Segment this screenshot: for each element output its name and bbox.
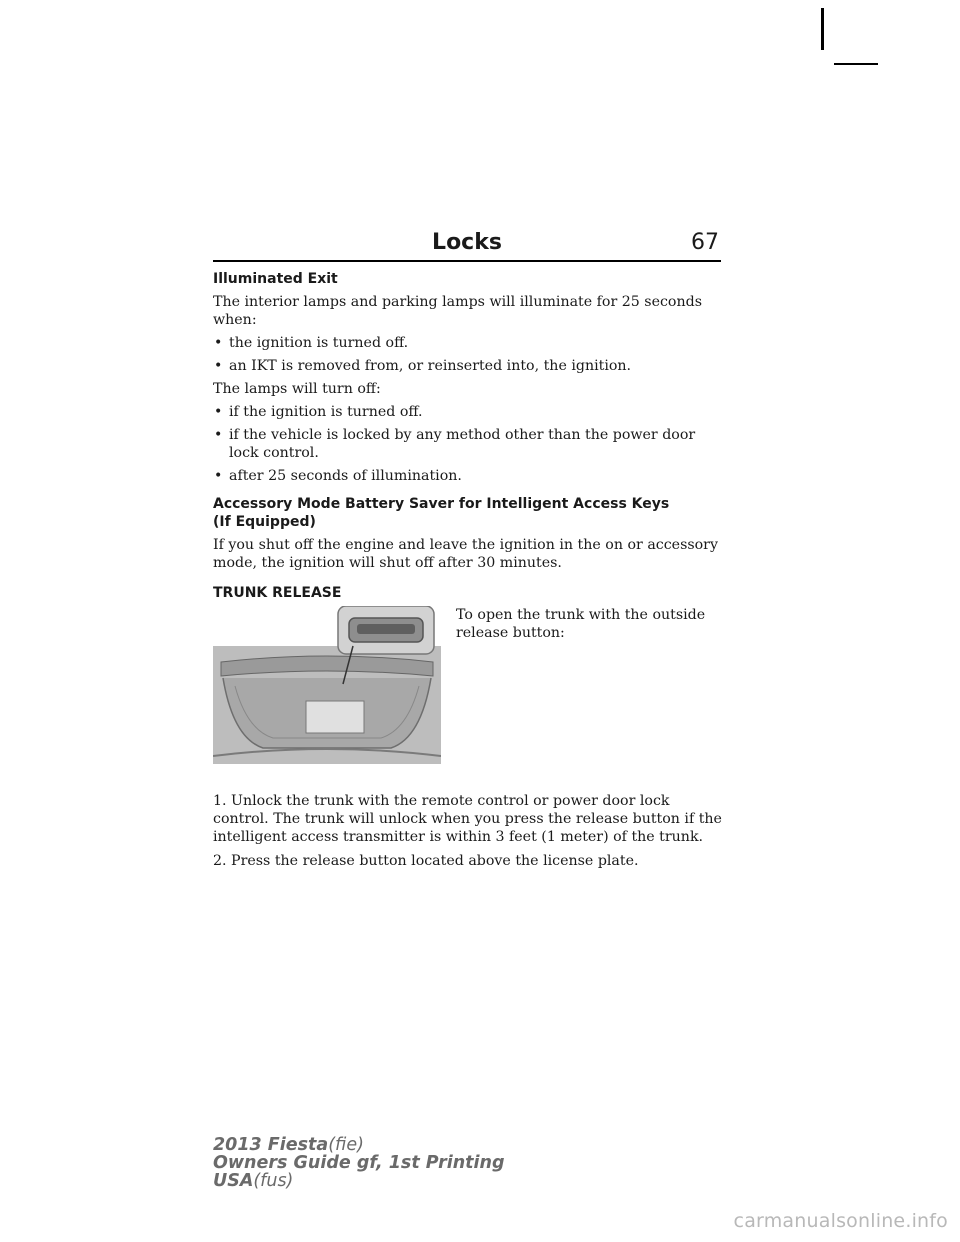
bullet-glyph: • [214, 468, 223, 484]
trunk-release-illustration [213, 606, 441, 764]
trunk-release-figure-row [213, 606, 723, 786]
list-item [213, 357, 723, 375]
bullet-glyph: • [214, 358, 223, 374]
section-heading-illuminated-exit: Illuminated Exit [213, 271, 338, 287]
page-content [213, 270, 723, 870]
footer-line-2 [213, 1154, 505, 1172]
crop-mark-horizontal [834, 63, 878, 65]
paragraph-lamps-off-intro: The lamps will turn off: [213, 381, 381, 397]
footer-model: 2013 Fiesta [213, 1135, 329, 1155]
bullet-glyph: • [214, 335, 223, 351]
list-item [213, 334, 723, 352]
footer-guide: Owners Guide gf, 1st Printing [213, 1153, 505, 1173]
footer-line-1 [213, 1136, 505, 1154]
figure-caption: To open the trunk with the outside release button: [456, 607, 706, 641]
footer-market-code: (fus) [253, 1171, 294, 1191]
list-item-text: if the ignition is turned off. [229, 404, 423, 420]
footer-market: USA [213, 1171, 254, 1191]
paragraph-battery-saver: If you shut off the engine and leave the ignition in the on or accessory mode, the ignition will shut off after 30 minutes. [213, 537, 718, 571]
footer-line-3 [213, 1172, 505, 1190]
crop-mark-vertical [821, 8, 824, 50]
list-item-text: after 25 seconds of illumination. [229, 468, 462, 484]
list-item-text: the ignition is turned off. [229, 335, 409, 351]
bullet-glyph: • [214, 427, 223, 443]
paragraph-step-1: 1. Unlock the trunk with the remote control or power door lock control. The trunk will unlock when you press the release button if the intelligent access transmitter is within 3 feet (1 meter) of the trunk. [213, 793, 722, 845]
page-number: 67 [691, 230, 719, 255]
bullet-glyph: • [214, 404, 223, 420]
watermark: carmanualsonline.info [733, 1210, 948, 1232]
list-item [213, 467, 723, 485]
list-item [213, 403, 723, 421]
page-footer [213, 1136, 505, 1190]
paragraph-step-2: 2. Press the release button located above the license plate. [213, 853, 639, 869]
section-heading-battery-saver: Accessory Mode Battery Saver for Intelligent Access Keys (If Equipped) [213, 496, 670, 530]
paragraph-illuminated-exit-intro: The interior lamps and parking lamps will illuminate for 25 seconds when: [213, 294, 702, 328]
list-item-text: if the vehicle is locked by any method other than the power door lock control. [229, 427, 696, 461]
footer-model-code: (fie) [328, 1135, 364, 1155]
list-item-text: an IKT is removed from, or reinserted into, the ignition. [229, 358, 632, 374]
page-title: Locks [432, 230, 502, 255]
list-item [213, 426, 723, 462]
page-header [213, 228, 721, 262]
section-heading-trunk-release: TRUNK RELEASE [213, 585, 342, 601]
